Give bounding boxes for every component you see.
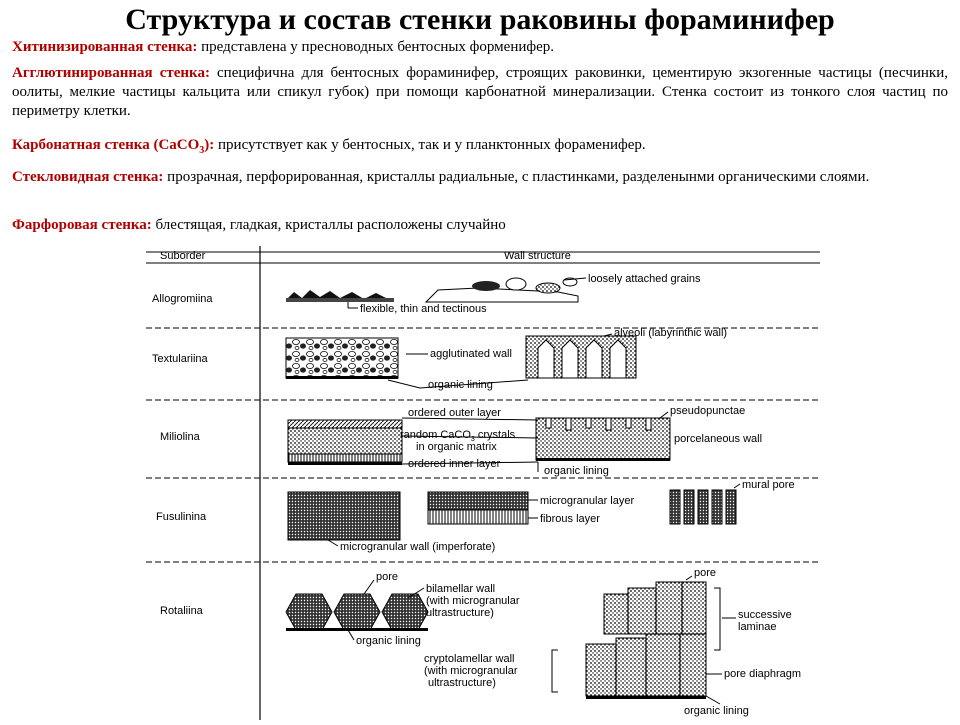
label-pore-bilamellar: pore bbox=[376, 571, 399, 583]
suborder-rotaliina: Rotaliina bbox=[160, 605, 203, 617]
label-porcelaneous-wall: porcelaneous wall bbox=[674, 433, 763, 445]
label-organic-lining-miliolina: organic lining bbox=[544, 465, 609, 477]
term-carbonate: Карбонатная стенка (CaCO$_3$): bbox=[12, 137, 215, 156]
column-header-wall-structure: Wall structure bbox=[504, 250, 571, 262]
label-bilamellar-ultrastructure: ultrastructure) bbox=[426, 607, 494, 619]
suborder-textulariina: Textulariina bbox=[152, 353, 208, 365]
suborder-miliolina: Miliolina bbox=[160, 431, 200, 443]
label-organic-lining-textulariina: organic lining bbox=[428, 379, 493, 391]
label-agglutinated-wall: agglutinated wall bbox=[430, 348, 512, 360]
label-laminae: laminae bbox=[738, 621, 777, 633]
label-cryptolamellar-ultrastructure: ultrastructure) bbox=[428, 677, 496, 689]
label-microgranular-wall: microgranular wall (imperforate) bbox=[340, 541, 496, 553]
label-cryptolamellar-microgranular: (with microgranular bbox=[424, 665, 518, 677]
term-agglutinated: Агглютинированная стенка: bbox=[12, 65, 210, 81]
desc-porcelaneous: блестящая, гладкая, кристаллы расположены случайно bbox=[151, 217, 506, 233]
label-random-caco3: random CaCO$_3$ crystals bbox=[400, 429, 516, 443]
label-organic-lining-rotaliina-right: organic lining bbox=[684, 705, 749, 717]
label-bilamellar-microgranular: (with microgranular bbox=[426, 595, 520, 607]
label-mural-pore: mural pore bbox=[742, 479, 795, 491]
label-cryptolamellar-wall: cryptolamellar wall bbox=[424, 653, 515, 665]
term-porcelaneous: Фарфоровая стенка: bbox=[12, 217, 152, 233]
label-organic-matrix: in organic matrix bbox=[416, 441, 497, 453]
label-successive: successive bbox=[738, 609, 792, 621]
wall-structure-diagram bbox=[138, 242, 828, 720]
label-ordered-inner-layer: ordered inner layer bbox=[408, 458, 501, 470]
fusulinina-drawing bbox=[288, 484, 740, 546]
page-title: Структура и состав стенки раковины фораминифер bbox=[125, 3, 835, 36]
label-microgranular-layer: microgranular layer bbox=[540, 495, 635, 507]
paragraph-chitinous bbox=[12, 38, 948, 57]
label-bilamellar-wall: bilamellar wall bbox=[426, 583, 496, 595]
label-pore-diaphragm: pore diaphragm bbox=[724, 668, 802, 680]
suborder-allogromiina: Allogromiina bbox=[152, 293, 213, 305]
desc-chitinous: представлена у пресноводных бентосных форменифер. bbox=[197, 39, 555, 55]
label-pore-cryptolamellar: pore bbox=[694, 567, 717, 579]
desc-carbonate: присутствует как у бентосных, так и у планктонных фораменифер. bbox=[214, 137, 646, 153]
label-alveoli: alveoli (labyrinthic wall) bbox=[614, 327, 728, 339]
label-organic-lining-rotaliina-left: organic lining bbox=[356, 635, 421, 647]
label-flexible-thin-tectinous: flexible, thin and tectinous bbox=[360, 303, 487, 315]
paragraph-agglutinated bbox=[12, 64, 948, 121]
table-frame bbox=[146, 246, 820, 720]
paragraph-hyaline bbox=[12, 168, 948, 187]
paragraph-porcelaneous bbox=[12, 216, 948, 235]
label-loosely-attached-grains: loosely attached grains bbox=[588, 273, 701, 285]
suborder-fusulinina: Fusulinina bbox=[156, 511, 207, 523]
column-header-suborder: Suborder bbox=[160, 250, 206, 262]
term-hyaline: Стекловидная стенка: bbox=[12, 169, 164, 185]
paragraph-carbonate bbox=[12, 136, 948, 160]
desc-hyaline: прозрачная, перфорированная, кристаллы радиальные, с пластинками, разделенынми органическими слоями. bbox=[163, 169, 870, 185]
desc-agglutinated: специфична для бентосных фораминифер, строящих раковинки, цементирую экзогенные частицы (песчинки, оолиты, мелкие частицы кальцита или спикул губок) при помощи карбонатной минерализации. Стенка состоит из тонкого слоя частиц по периметру клетки. bbox=[12, 65, 948, 119]
term-chitinous: Хитинизированная стенка: bbox=[12, 39, 198, 55]
label-ordered-outer-layer: ordered outer layer bbox=[408, 407, 501, 419]
label-pseudopunctae: pseudopunctae bbox=[670, 405, 746, 417]
label-fibrous-layer: fibrous layer bbox=[540, 513, 600, 525]
